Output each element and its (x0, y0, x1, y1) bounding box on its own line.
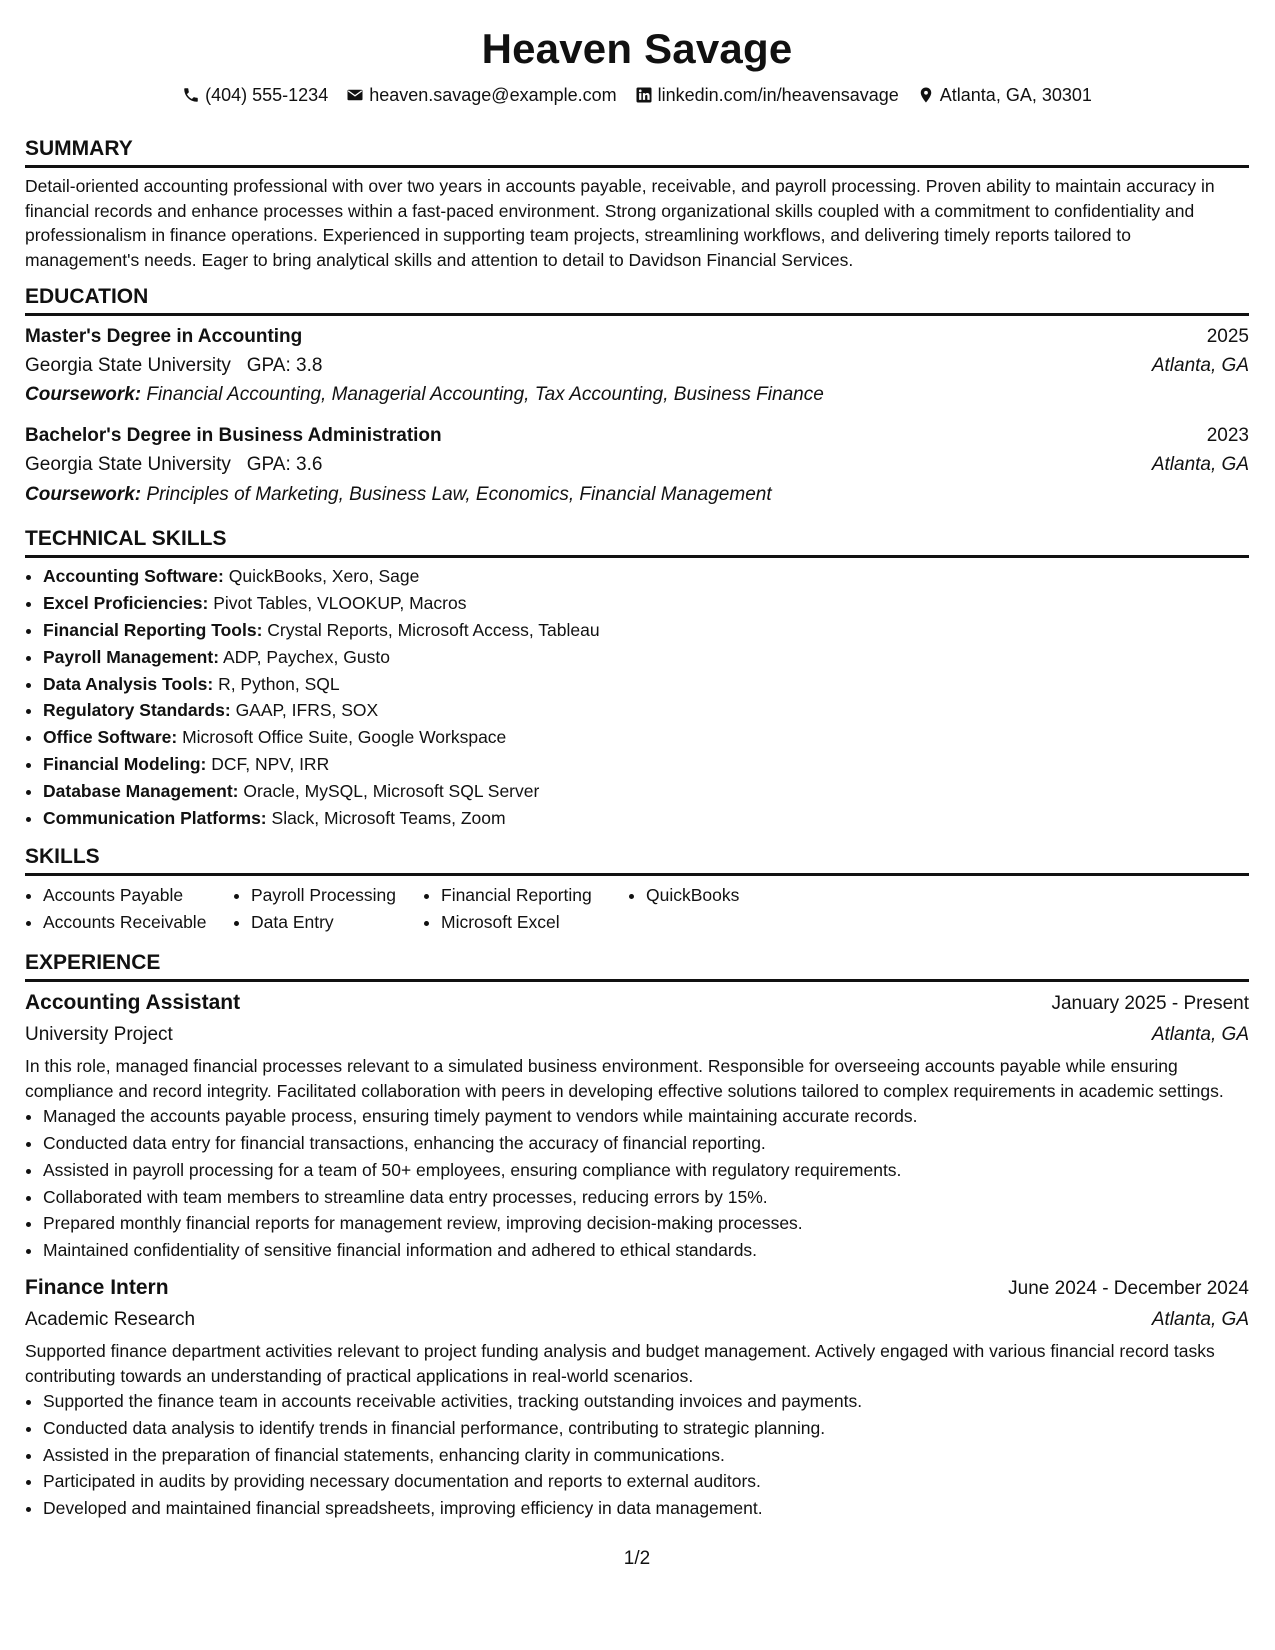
skills-column (25, 882, 233, 936)
school-gpa (25, 450, 322, 480)
list-item: • Supported the finance team in accounts receivable activities, tracking outstanding invoices and payments. (43, 1388, 1249, 1415)
job-bullets (25, 1388, 1249, 1522)
list-item: • Office Software: Microsoft Office Suite, Google Workspace (43, 724, 1249, 751)
education-entry (25, 323, 1249, 409)
grad-year: 2023 (1206, 425, 1249, 447)
list-item: • Maintained confidentiality of sensitive financial information and adhered to ethical standards. (43, 1237, 1249, 1264)
location-text: Atlanta, GA, 30301 (939, 85, 1092, 105)
map-marker-icon (917, 86, 935, 104)
coursework (25, 480, 1249, 510)
list-item: • Conducted data analysis to identify trends in financial performance, contributing to strategic planning. (43, 1415, 1249, 1442)
list-item: • Microsoft Excel (441, 909, 628, 936)
summary-section (25, 137, 1249, 272)
job-entry (25, 1272, 1249, 1522)
gpa: GPA: 3.8 (246, 355, 323, 377)
coursework-label: Coursework: (25, 484, 142, 506)
skills-grid (25, 882, 1249, 936)
list-item: • Assisted in the preparation of financial statements, enhancing clarity in communications. (43, 1442, 1249, 1469)
section-title: SKILLS (25, 845, 1249, 876)
job-title: Accounting Assistant (25, 990, 241, 1014)
list-item: • Conducted data entry for financial transactions, enhancing the accuracy of financial reporting. (43, 1130, 1249, 1157)
skills-column (423, 882, 628, 936)
list-item: • Excel Proficiencies: Pivot Tables, VLOOKUP, Macros (43, 590, 1249, 617)
summary-text: Detail-oriented accounting professional with over two years in accounts payable, receivable, and payroll processing. Proven ability to maintain accuracy in financial records and enhance processes within a fast-paced environment. Strong organizational skills coupled with a commitment to confidentiality and professionalism in finance operations. Experienced in supporting team projects, streamlining workflows, and delivering timely reports tailored to management's needs. Eager to bring analytical skills and attention to detail to Davidson Financial Services. (25, 176, 1215, 270)
job-description: Supported finance department activities relevant to project funding analysis and budget management. Actively engaged with various financial record tasks contributing towards an understanding of practical applications in real-world scenarios. (25, 1340, 1215, 1386)
technical-skills-section (25, 527, 1249, 831)
linkedin-text[interactable]: linkedin.com/in/heavensavage (657, 85, 899, 105)
job-dates: June 2024 - December 2024 (1008, 1277, 1249, 1299)
candidate-name: Heaven Savage (481, 25, 793, 72)
list-item: • Data Analysis Tools: R, Python, SQL (43, 671, 1249, 698)
list-item: • Financial Modeling: DCF, NPV, IRR (43, 751, 1249, 778)
list-item: • Communication Platforms: Slack, Microsoft Teams, Zoom (43, 805, 1249, 832)
list-item: • Data Entry (251, 909, 423, 936)
skills-column (628, 882, 806, 936)
education-entry (25, 422, 1249, 510)
job-location: Atlanta, GA (1151, 1023, 1249, 1045)
technical-skills-list (25, 563, 1249, 831)
list-item: • Financial Reporting (441, 882, 628, 909)
list-item: • Prepared monthly financial reports for management review, improving decision-making processes. (43, 1210, 1249, 1237)
gpa: GPA: 3.6 (246, 454, 323, 476)
contact-bar (25, 84, 1249, 106)
school: Georgia State University (25, 454, 231, 476)
phone-text: (404) 555-1234 (205, 85, 329, 105)
contact-linkedin[interactable] (635, 84, 899, 106)
page-number: 1/2 (623, 1548, 651, 1569)
degree: Bachelor's Degree in Business Administration (25, 425, 442, 447)
list-item: • QuickBooks (646, 882, 806, 909)
job-description: In this role, managed financial processes relevant to a simulated business environment. Responsible for overseeing accounts payable while ensuring compliance and record integrity. Facilitated collaboration with peers in developing effective solutions tailored to complex requirements in academic settings. (25, 1055, 1224, 1101)
school-gpa (25, 351, 322, 380)
list-item: • Collaborated with team members to streamline data entry processes, reducing errors by 15%. (43, 1184, 1249, 1211)
email-text[interactable]: heaven.savage@example.com (369, 85, 617, 105)
location: Atlanta, GA (1151, 454, 1249, 476)
section-title: EDUCATION (25, 285, 1249, 316)
list-item: • Managed the accounts payable process, ensuring timely payment to vendors while maintaining accurate records. (43, 1103, 1249, 1130)
contact-location (917, 84, 1092, 106)
skills-section (25, 845, 1249, 936)
job-title: Finance Intern (25, 1275, 169, 1299)
list-item: • Regulatory Standards: GAAP, IFRS, SOX (43, 697, 1249, 724)
job-location: Atlanta, GA (1151, 1308, 1249, 1330)
education-section (25, 285, 1249, 510)
list-item: • Assisted in payroll processing for a team of 50+ employees, ensuring compliance with regulatory requirements. (43, 1157, 1249, 1184)
linkedin-icon (635, 86, 653, 104)
list-item: • Financial Reporting Tools: Crystal Reports, Microsoft Access, Tableau (43, 617, 1249, 644)
list-item: • Payroll Processing (251, 882, 423, 909)
contact-phone (182, 84, 328, 106)
list-item: • Participated in audits by providing necessary documentation and reports to external auditors. (43, 1468, 1249, 1495)
degree: Master's Degree in Accounting (25, 326, 303, 348)
phone-icon (182, 86, 200, 104)
coursework (25, 380, 1249, 409)
job-org: Academic Research (25, 1308, 196, 1330)
job-bullets (25, 1103, 1249, 1264)
school: Georgia State University (25, 355, 231, 377)
job-dates: January 2025 - Present (1051, 992, 1249, 1014)
list-item: • Accounting Software: QuickBooks, Xero, Sage (43, 563, 1249, 590)
job-org: University Project (25, 1023, 173, 1045)
list-item: • Accounts Payable (43, 882, 233, 909)
section-title: EXPERIENCE (25, 951, 1249, 982)
section-title: TECHNICAL SKILLS (25, 527, 1249, 558)
skills-column (233, 882, 423, 936)
list-item: • Payroll Management: ADP, Paychex, Gusto (43, 644, 1249, 671)
contact-email[interactable] (346, 84, 616, 106)
experience-section (25, 951, 1249, 1522)
coursework-list: Financial Accounting, Managerial Accounting, Tax Accounting, Business Finance (146, 384, 824, 406)
list-item: • Developed and maintained financial spreadsheets, improving efficiency in data management. (43, 1495, 1249, 1522)
list-item: • Accounts Receivable (43, 909, 233, 936)
location: Atlanta, GA (1151, 355, 1249, 377)
resume-page (25, 0, 1249, 1569)
grad-year: 2025 (1206, 326, 1249, 348)
job-entry (25, 987, 1249, 1264)
coursework-list: Principles of Marketing, Business Law, Economics, Financial Management (146, 484, 772, 506)
section-title: SUMMARY (25, 137, 1249, 168)
list-item: • Database Management: Oracle, MySQL, Microsoft SQL Server (43, 778, 1249, 805)
envelope-icon (346, 86, 364, 104)
coursework-label: Coursework: (25, 384, 142, 406)
